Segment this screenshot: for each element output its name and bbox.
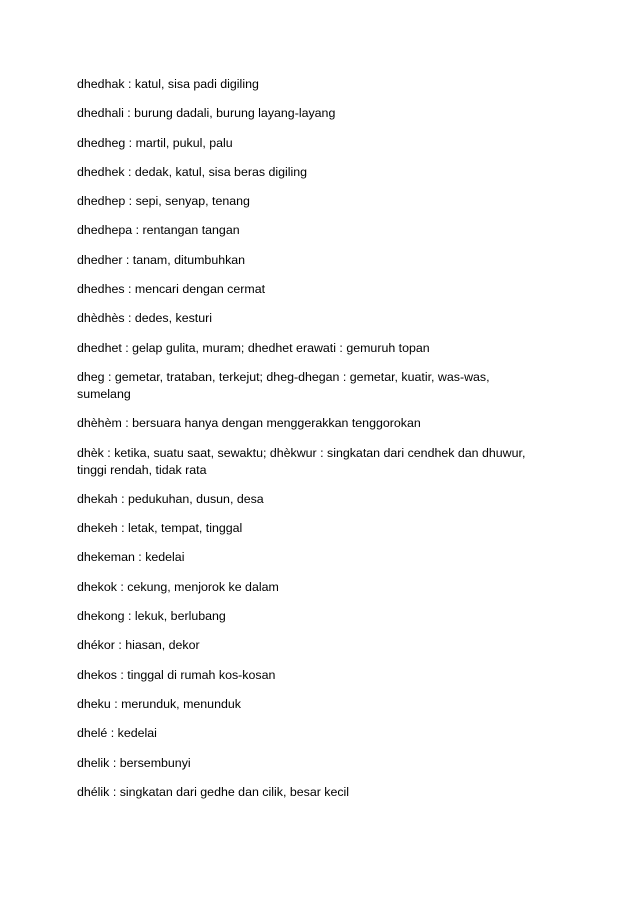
entry-text-line: dhekah : pedukuhan, dusun, desa bbox=[77, 491, 264, 506]
entry-text-line: dhekeh : letak, tempat, tinggal bbox=[77, 521, 243, 536]
dictionary-entry bbox=[77, 369, 567, 403]
entry-text-line: dhekos : tinggal di rumah kos-kosan bbox=[77, 667, 276, 682]
entry-text-line: dhedher : tanam, ditumbuhkan bbox=[77, 252, 246, 267]
dictionary-entry bbox=[77, 549, 567, 566]
dictionary-entry bbox=[77, 415, 567, 432]
dictionary-entry bbox=[77, 755, 567, 772]
dictionary-entry bbox=[77, 725, 567, 742]
entry-text-line: dheg : gemetar, trataban, terkejut; dheg-dhegan : gemetar, kuatir, was-was, bbox=[77, 369, 490, 384]
dictionary-entry bbox=[77, 520, 567, 537]
entry-text-line: dhèk : ketika, suatu saat, sewaktu; dhèkwur : singkatan dari cendhek dan dhuwur, bbox=[77, 445, 526, 460]
entry-text-line: tinggi rendah, tidak rata bbox=[77, 462, 207, 477]
dictionary-entry bbox=[77, 579, 567, 596]
entry-text-line: dhekok : cekung, menjorok ke dalam bbox=[77, 579, 279, 594]
entry-text-line: dhélik : singkatan dari gedhe dan cilik, besar kecil bbox=[77, 784, 350, 799]
dictionary-entry bbox=[77, 222, 567, 239]
entry-text-line: dhedhek : dedak, katul, sisa beras digiling bbox=[77, 164, 308, 179]
dictionary-entry bbox=[77, 193, 567, 210]
entry-text-line: sumelang bbox=[77, 386, 131, 401]
entry-text-line: dheku : merunduk, menunduk bbox=[77, 696, 241, 711]
dictionary-entry bbox=[77, 310, 567, 327]
entry-text-line: dhekeman : kedelai bbox=[77, 550, 185, 565]
entry-text-line: dhèdhès : dedes, kesturi bbox=[77, 311, 213, 326]
dictionary-entry bbox=[77, 445, 567, 479]
dictionary-entry bbox=[77, 76, 567, 93]
entry-text-line: dhekong : lekuk, berlubang bbox=[77, 609, 226, 624]
entry-text-line: dhèhèm : bersuara hanya dengan menggerakkan tenggorokan bbox=[77, 416, 421, 431]
dictionary-entry bbox=[77, 164, 567, 181]
entry-text-line: dhedhepa : rentangan tangan bbox=[77, 223, 240, 238]
dictionary-entry bbox=[77, 105, 567, 122]
dictionary-entry bbox=[77, 667, 567, 684]
dictionary-entry bbox=[77, 281, 567, 298]
entry-text-line: dhelé : kedelai bbox=[77, 726, 157, 741]
dictionary-entry bbox=[77, 696, 567, 713]
entry-text-line: dhedhep : sepi, senyap, tenang bbox=[77, 194, 250, 209]
dictionary-entry bbox=[77, 608, 567, 625]
entry-text-line: dhedhak : katul, sisa padi digiling bbox=[77, 77, 259, 91]
dictionary-entry bbox=[77, 637, 567, 654]
entry-text-line: dhedhes : mencari dengan cermat bbox=[77, 282, 266, 297]
dictionary-entry bbox=[77, 135, 567, 152]
dictionary-entry bbox=[77, 252, 567, 269]
entry-text-line: dhedheg : martil, pukul, palu bbox=[77, 135, 233, 150]
dictionary-entry bbox=[77, 340, 567, 357]
dictionary-entry bbox=[77, 491, 567, 508]
entry-text-line: dhedhali : burung dadali, burung layang-layang bbox=[77, 106, 336, 121]
entry-text-line: dhékor : hiasan, dekor bbox=[77, 638, 200, 653]
entry-text-line: dhelik : bersembunyi bbox=[77, 755, 191, 770]
entry-text-line: dhedhet : gelap gulita, muram; dhedhet erawati : gemuruh topan bbox=[77, 340, 430, 355]
dictionary-entry-list bbox=[77, 76, 567, 813]
dictionary-entry bbox=[77, 784, 567, 801]
